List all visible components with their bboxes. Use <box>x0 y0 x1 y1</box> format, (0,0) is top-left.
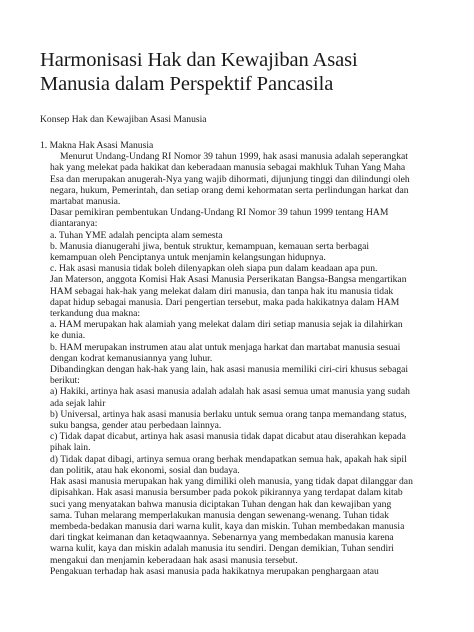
body-line: warna kulit, kaya dan miskin adalah manusia itu sendiri. Dengan demikian, Tuhan sendiri <box>50 543 394 555</box>
body-line: hak yang melekat pada hakikat dan keberadaan manusia sebagai makhluk Tuhan Yang Maha <box>50 162 406 174</box>
title-line: Manusia dalam Perspektif Pancasila <box>40 73 334 95</box>
body-line: martabat manusia. <box>50 196 121 208</box>
body-line: Pengakuan terhadap hak asasi manusia pada hakikatnya merupakan penghargaan atau <box>50 565 379 577</box>
body-line: Dasar pemikiran pembentukan Undang-Undang RI Nomor 39 tahun 1999 tentang HAM <box>50 207 389 219</box>
body-line: ke dunia. <box>50 330 86 342</box>
body-line: Jan Materson, anggota Komisi Hak Asasi Manusia Perserikatan Bangsa-Bangsa mengartikan <box>50 274 407 286</box>
document-subtitle: Konsep Hak dan Kewajiban Asasi Manusia <box>40 114 207 125</box>
body-line: c) Tidak dapat dicabut, artinya hak asasi manusia tidak dapat dicabut atau diserahkan kepada <box>50 431 406 443</box>
body-line: b. Manusia dianugerahi jiwa, bentuk struktur, kemampuan, kemauan serta berbagai <box>50 240 370 252</box>
body-line: berikut: <box>50 375 80 387</box>
body-line: a. Tuhan YME adalah pencipta alam semesta <box>50 229 223 241</box>
body-line: negara, hukum, Pemerintah, dan setiap orang demi kehormatan serta perlindungan harkat dan <box>50 184 409 196</box>
body-line: dapat hidup sebagai manusia. Dari pengertian tersebut, maka pada hakikatnya dalam HAM <box>50 296 400 308</box>
body-line: diantaranya: <box>50 218 98 230</box>
body-line: kemampuan oleh Penciptanya untuk menjamin kelangsungan hidupnya. <box>50 252 326 264</box>
body-line: d) Tidak dapat dibagi, artinya semua orang berhak mendapatkan semua hak, apakah hak sipil <box>50 453 407 465</box>
body-line: Hak asasi manusia merupakan hak yang dimiliki oleh manusia, yang tidak dapat dilanggar dan <box>50 476 413 488</box>
title-line: Harmonisasi Hak dan Kewajiban Asasi <box>40 49 358 71</box>
body-line: dipisahkan. Hak asasi manusia bersumber pada pokok pikirannya yang terdapat dalam kitab <box>50 487 403 499</box>
body-line: mengakui dan menjamin keberadaan hak asasi manusia tersebut. <box>50 554 298 566</box>
body-line: suci yang menyatakan bahwa manusia diciptakan Tuhan dengan hak dan kewajiban yang <box>50 498 392 510</box>
body-line: dan politik, atau hak ekonomi, sosial dan budaya. <box>50 464 240 476</box>
body-line: pihak lain. <box>50 442 91 454</box>
body-line: a) Hakiki, artinya hak asasi manusia adalah adalah hak asasi semua umat manusia yang sudah <box>50 386 410 398</box>
body-line: Esa dan merupakan anugerah-Nya yang wajib dihormati, dijunjung tinggi dan dilindungi oleh <box>50 173 410 185</box>
body-line: a. HAM merupakan hak alamiah yang melekat dalam diri setiap manusia sejak ia dilahirkan <box>50 319 403 331</box>
body-line: sama. Tuhan melarang memperlakukan manusia dengan sewenang-wenang. Tuhan tidak <box>50 509 389 521</box>
body-line: terkandung dua makna: <box>50 308 141 320</box>
body-line: Dibandingkan dengan hak-hak yang lain, hak asasi manusia memiliki ciri-ciri khusus sebagai <box>50 364 409 376</box>
section-heading: 1. Makna Hak Asasi Manusia <box>40 140 154 151</box>
body-line: c. Hak asasi manusia tidak boleh dilenyapkan oleh siapa pun dalam keadaan apa pun. <box>50 263 378 275</box>
body-line: dari tingkat keimanan dan ketaqwaannya. Sebenarnya yang membedakan manusia karena <box>50 532 394 544</box>
body-line: suku bangsa, gender atau perbedaan lainnya. <box>50 420 222 432</box>
body-line: ada sejak lahir <box>50 397 106 409</box>
body-text <box>40 151 434 577</box>
body-line: b. HAM merupakan instrumen atau alat untuk menjaga harkat dan martabat manusia sesuai <box>50 341 401 353</box>
body-line: dengan kodrat kemanusiannya yang luhur. <box>50 352 213 364</box>
body-line: b) Universal, artinya hak asasi manusia berlaku untuk semua orang tanpa memandang status, <box>50 408 407 420</box>
document-title <box>40 48 434 96</box>
body-line: Menurut Undang-Undang RI Nomor 39 tahun 1999, hak asasi manusia adalah seperangkat <box>60 151 408 163</box>
body-line: HAM sebagai hak-hak yang melekat dalam diri manusia, dan tanpa hak itu manusia tidak <box>50 285 394 297</box>
body-line: membeda-bedakan manusia dari warna kulit, kaya dan miskin. Tuhan membedakan manusia <box>50 520 405 532</box>
